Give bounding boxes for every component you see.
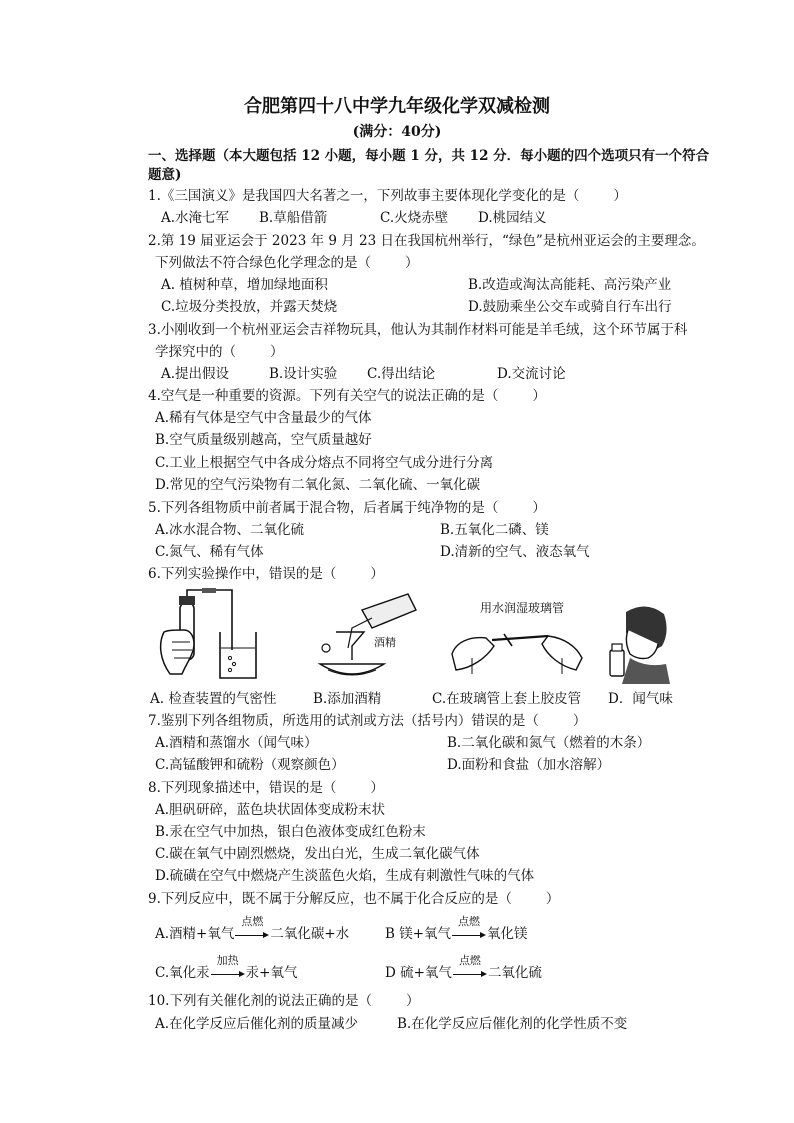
q6-option-a: A. 检查装置的气密性: [150, 691, 277, 707]
section-heading: 一、选择题（本大题包括 12 小题，每小题 1 分，共 12 分．每小题的四个选项只有一个符合: [148, 148, 710, 164]
rubber-stopper: [179, 596, 195, 605]
q5-option-d: D.清新的空气、液态氧气: [440, 544, 590, 560]
q4-option-b: B.空气质量级别越高，空气质量越好: [155, 432, 372, 448]
bubble: [232, 662, 235, 665]
section-heading-cont: 题意): [148, 167, 182, 183]
reaction-arrow: 点燃: [235, 929, 269, 941]
q9-option-c: C.氧化汞 加热 汞+氧气: [155, 953, 298, 981]
figure-airtightness-check: [150, 588, 270, 684]
label-alcohol: 酒精: [374, 636, 396, 649]
q8-option-c: C.碳在氧气中剧烈燃烧，发出白光，生成二氧化碳气体: [155, 846, 480, 862]
q3-option-b: B.设计实验: [269, 366, 338, 382]
q7-option-c: C.高锰酸钾和硫粉（观察颜色）: [155, 757, 345, 773]
q7-option-a: A.酒精和蒸馏水（闻气味）: [155, 735, 318, 751]
reaction-arrow: 点燃: [453, 968, 487, 980]
q10-option-a: A.在化学反应后催化剂的质量减少: [155, 1016, 359, 1032]
glass-tube: [492, 636, 548, 640]
label-wet-tube: 用水润湿玻璃管: [480, 601, 565, 615]
q9-option-a: A.酒精+氧气 点燃 二氧化碳+水: [155, 914, 350, 942]
bottle-neck: [612, 644, 622, 651]
question-7-stem: 7.鉴别下列各组物质，所选用的试剂或方法（括号内）错误的是（ ）: [148, 713, 587, 729]
question-8-stem: 8.下列现象描述中，错误的是（ ）: [148, 780, 384, 796]
question-2-stem: 2.第 19 届亚运会于 2023 年 9 月 23 日在我国杭州举行，“绿色”是杭州亚运会的主要理念。: [148, 233, 705, 249]
q7-option-d: D.面粉和食盐（加水溶解）: [447, 757, 611, 773]
q9-option-b: B 镁+氧气 点燃 氧化镁: [385, 914, 528, 942]
q8-option-a: A.胆矾研碎，蓝色块状固体变成粉末状: [155, 802, 386, 818]
reaction-arrow: 加热: [211, 968, 245, 980]
alcohol-bottle: [362, 594, 416, 628]
bubble: [228, 656, 231, 659]
q4-option-d: D.常见的空气污染物有二氧化氮、二氧化硫、一氧化碳: [155, 477, 481, 493]
figure-wet-glass-tube: [442, 598, 592, 680]
shirt: [622, 658, 670, 684]
question-4-stem: 4.空气是一种重要的资源。下列有关空气的说法正确的是（ ）: [148, 388, 546, 404]
exam-title: 合肥第四十八中学九年级化学双减检测: [244, 96, 550, 117]
q8-option-d: D.硫磺在空气中燃烧产生淡蓝色火焰，生成有刺激性气味的气体: [155, 868, 535, 884]
q2-option-a: A. 植树种草，增加绿地面积: [161, 277, 328, 293]
beaker: [220, 632, 256, 678]
q1-option-c: C.火烧赤壁: [380, 210, 449, 226]
reagent-bottle: [610, 650, 624, 676]
left-hand-icon: [452, 638, 494, 670]
q4-option-c: C.工业上根据空气中各成分熔点不同将空气成分进行分离: [155, 455, 494, 471]
question-3-stem-cont: 学探究中的（ ）: [155, 344, 284, 360]
q7-option-b: B.二氧化碳和氮气（燃着的木条）: [447, 735, 651, 751]
q6-option-c: C.在玻璃管上套上胶皮管: [432, 691, 582, 707]
q6-option-b: B.添加酒精: [313, 691, 382, 707]
q3-option-d: D.交流讨论: [497, 366, 566, 382]
hand-icon: [161, 630, 194, 674]
question-5-stem: 5.下列各组物质中前者属于混合物，后者属于纯净物的是（ ）: [148, 500, 546, 516]
q5-option-b: B.五氧化二磷、镁: [440, 522, 549, 538]
q1-option-b: B.草船借箭: [259, 210, 328, 226]
q9-option-d: D 硫+氧气 点燃 二氧化硫: [385, 953, 542, 981]
q2-option-d: D.鼓励乘坐公交车或骑自行车出行: [468, 299, 672, 315]
question-2-stem-cont: 下列做法不符合绿色化学理念的是（ ）: [155, 255, 419, 271]
q4-option-a: A.稀有气体是空气中含量最少的气体: [155, 410, 372, 426]
question-10-stem: 10.下列有关催化剂的说法正确的是（ ）: [148, 993, 420, 1009]
question-9-stem: 9.下列反应中，既不属于分解反应，也不属于化合反应的是（ ）: [148, 891, 560, 907]
q8-option-b: B.汞在空气中加热，银白色液体变成红色粉末: [155, 824, 426, 840]
score-note: (满分：40分): [352, 124, 442, 140]
wrist-lines: [472, 658, 562, 674]
question-1-stem: 1.《三国演义》是我国四大名著之一，下列故事主要体现化学变化的是（ ）: [148, 188, 627, 204]
q3-option-a: A.提出假设: [161, 366, 230, 382]
q2-option-c: C.垃圾分类投放，并露天焚烧: [161, 299, 338, 315]
question-6-stem: 6.下列实验操作中，错误的是（ ）: [148, 566, 384, 582]
q10-option-b: B.在化学反应后催化剂的化学性质不变: [397, 1016, 628, 1032]
q6-option-d: D．闻气味: [608, 691, 673, 707]
q2-option-b: B.改造或淘汰高能耗、高污染产业: [468, 277, 672, 293]
bubble: [228, 668, 231, 671]
q5-option-c: C.氮气、稀有气体: [155, 544, 264, 560]
tube-joint: [202, 588, 216, 593]
q1-option-d: D.桃园结义: [478, 210, 547, 226]
figure-smelling: [606, 602, 672, 684]
q5-option-a: A.冰水混合物、二氧化硫: [155, 522, 305, 538]
reaction-arrow: 点燃: [452, 929, 486, 941]
alcohol-lamp: [320, 664, 384, 674]
lamp-cap: [322, 644, 330, 652]
figure-adding-alcohol: [312, 588, 422, 684]
q1-option-a: A.水淹七军: [161, 210, 230, 226]
question-3-stem: 3.小刚收到一个杭州亚运会吉祥物玩具，他认为其制作材料可能是羊毛绒，这个环节属于科: [148, 322, 688, 338]
q3-option-c: C.得出结论: [367, 366, 436, 382]
